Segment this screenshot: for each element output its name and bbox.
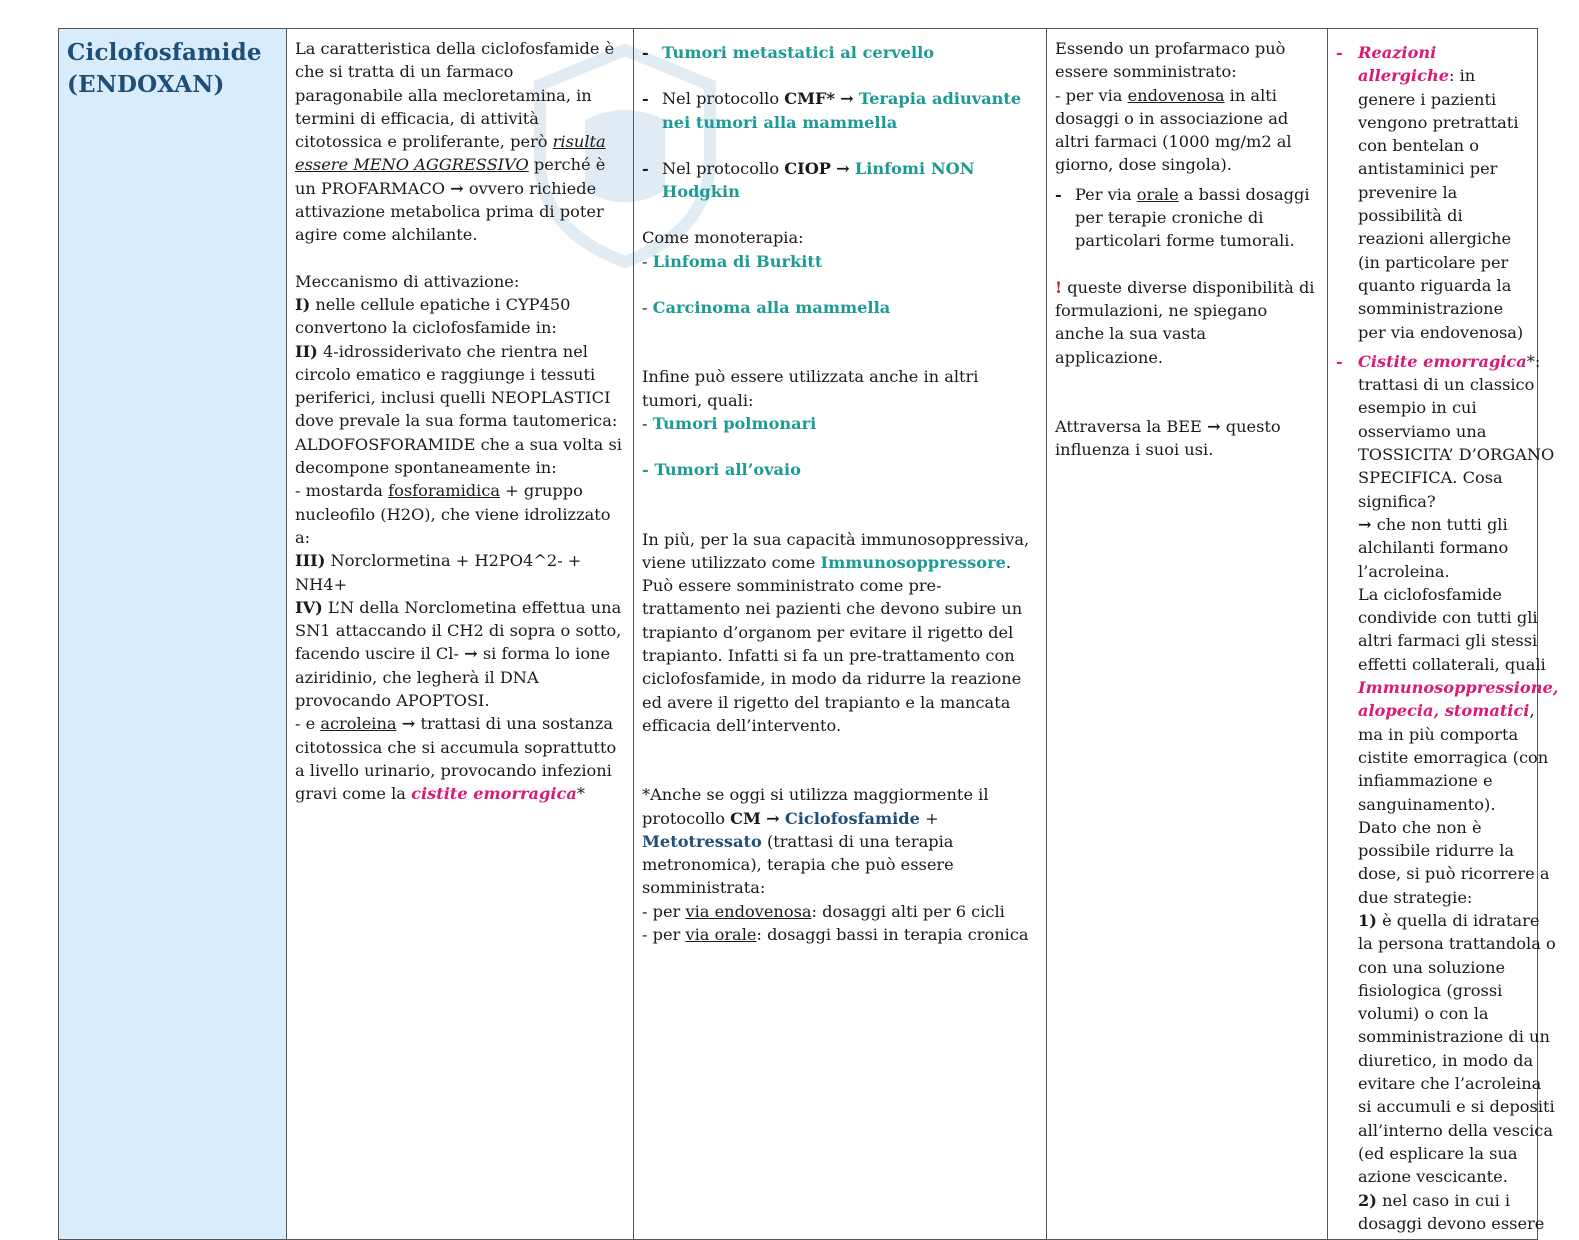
list-item: - Cistite emorragica*: trattasi di un classico esempio in cui osserviamo una TOSSICITA’ D’ORGANO SPECIFICA. Cosa significa? → che non tutti gli alchilanti formano l’acroleina. La ciclofosfamide condivide con tutti gli altri farmaci gli stessi effetti collaterali, quali Immunosoppressione, alopecia, stomatici, ma in più comporta cistite emorragica (con infiammazione e sanguinamento). Dato che non è possibile ridurre la dose, si può ricorrere a due strategie: 1) è quella di idratare la persona trattandola o con una soluzione fisiologica (grossi volumi) o con la somministrazione di un diuretico, in modo da evitare che l’acroleina si accumuli e si depositi all’interno della vescica (ed esplicare la sua azione vescicante. 2) nel caso in cui i dosaggi devono essere (1336, 351, 1559, 1233)
admin-oral: - Per via orale a bassi dosaggi per terapie croniche di particolari forme tumorali. (1055, 184, 1310, 251)
list-item: - Linfoma di Burkitt (642, 251, 823, 271)
list-item: - Tumori metastatici al cervello (642, 43, 935, 62)
arrow-icon: → (1358, 514, 1372, 534)
immuno-paragraph: In più, per la sua capacità immunosoppressiva, viene utilizzato come Immunosoppressore. (642, 529, 1030, 572)
arrow-icon: → (464, 644, 478, 664)
mechanism-title: Meccanismo di attivazione: (295, 271, 520, 291)
list-item: - per via endovenosa: dosaggi alti per 6 cicli (642, 901, 1005, 921)
step-2: II) 4-idrossiderivato che rientra nel circolo ematico e raggiunge i tessuti periferici, inclusi quelli NEOPLASTICI dove prevale la sua forma tautomerica: ALDOFOSFORAMIDE che a sua volta si decompone spontaneamente in: (295, 341, 622, 478)
monotherapy-title: Come monoterapia: (642, 228, 804, 248)
step-1: I) nelle cellule epatiche i CYP450 convertono la ciclofosfamide in: (295, 294, 571, 338)
list-item: - Carcinoma alla mammella (642, 298, 891, 318)
arrow-icon: → (836, 158, 850, 178)
acroleina-paragraph: - e acroleina → trattasi di una sostanza citotossica che si accumula soprattutto a livello urinario, provocando infezioni gravi come la cistite emorragica* (295, 714, 617, 804)
other-tumors-text: Infine può essere utilizzata anche in altri tumori, quali: (642, 367, 979, 410)
list-item: - Nel protocollo CIOP → Linfomi NON Hodgkin (642, 158, 975, 202)
table-row (59, 29, 1538, 1240)
warning-icon: ! (1055, 277, 1063, 297)
arrow-icon: → (840, 89, 854, 109)
step-2b: - mostarda fosforamidica + gruppo nucleofilo (H2O), che viene idrolizzato a: (295, 481, 611, 547)
arrow-icon: → (450, 178, 464, 198)
drug-table (58, 28, 1559, 1240)
arrow-icon: → (401, 714, 416, 734)
administration-cell (1047, 29, 1328, 1240)
cm-protocol-paragraph: *Anche se oggi si utilizza maggiormente il protocollo CM → Ciclofosfamide + Metotressato (trattasi di una terapia metronomica), terapia che può essere somministrata: (642, 785, 989, 898)
list-item: - per via orale: dosaggi bassi in terapia cronica (642, 925, 1029, 945)
list-item: - Reazioni allergiche: in genere i pazienti vengono pretrattati con bentelan o antistaminici per prevenire la possibilità di reazioni allergiche (in particolare per quanto riguarda la somministrazione per via endovenosa) (1336, 43, 1524, 342)
uses-cell (634, 29, 1047, 1240)
admin-iv: - per via endovenosa in alti dosaggi o in associazione ad altri farmaci (1000 mg/m2 al giorno, dose singola). (1055, 85, 1292, 175)
transplant-paragraph: Può essere somministrato come pre-trattamento nei pazienti che devono subire un trapianto d’organom per evitare il rigetto del trapianto. Infatti si fa un pre-trattamento con ciclofosfamide, in modo da ridurre la reazione ed avere il rigetto del trapianto e la mancata efficacia dell’intervento. (642, 576, 1023, 735)
list-item: - Nel protocollo CMF* → Terapia adiuvante nei tumori alla mammella (642, 89, 1022, 132)
side-effects-cell (1328, 29, 1559, 1240)
list-item: - Tumori polmonari (642, 413, 817, 433)
mechanism-cell (287, 29, 634, 1240)
step-4: IV) L’N della Norclometina effettua una SN1 attaccando il CH2 di sopra o sotto, facendo uscire il Cl- → si forma lo ione aziridinio, che legherà il DNA provocando APOPTOSI. (295, 597, 622, 711)
intro-paragraph: La caratteristica della ciclofosfamide è che si tratta di un farmaco paragonabile alla mecloretamina, in termini di efficacia, di attività citotossica e proliferante, però risulta essere MENO AGGRESSIVO perché è un PROFARMACO → ovvero richiede attivazione metabolica prima di poter agire come alchilante. (295, 39, 615, 245)
admin-intro: Essendo un profarmaco può essere somministrato: (1055, 39, 1286, 82)
arrow-icon: → (1207, 416, 1221, 436)
drug-title: Ciclofosfamide (ENDOXAN) (67, 39, 262, 98)
step-3: III) Norclormetina + H2PO4^2- + NH4+ (295, 551, 582, 594)
bee-note: Attraversa la BEE → questo influenza i suoi usi. (1055, 416, 1281, 460)
drug-name-cell (59, 29, 287, 1240)
list-item: - Tumori all’ovaio (642, 460, 801, 480)
warning-note: ! queste diverse disponibilità di formulazioni, ne spiegano anche la sua vasta applicazione. (1055, 277, 1315, 367)
arrow-icon: → (766, 808, 780, 828)
